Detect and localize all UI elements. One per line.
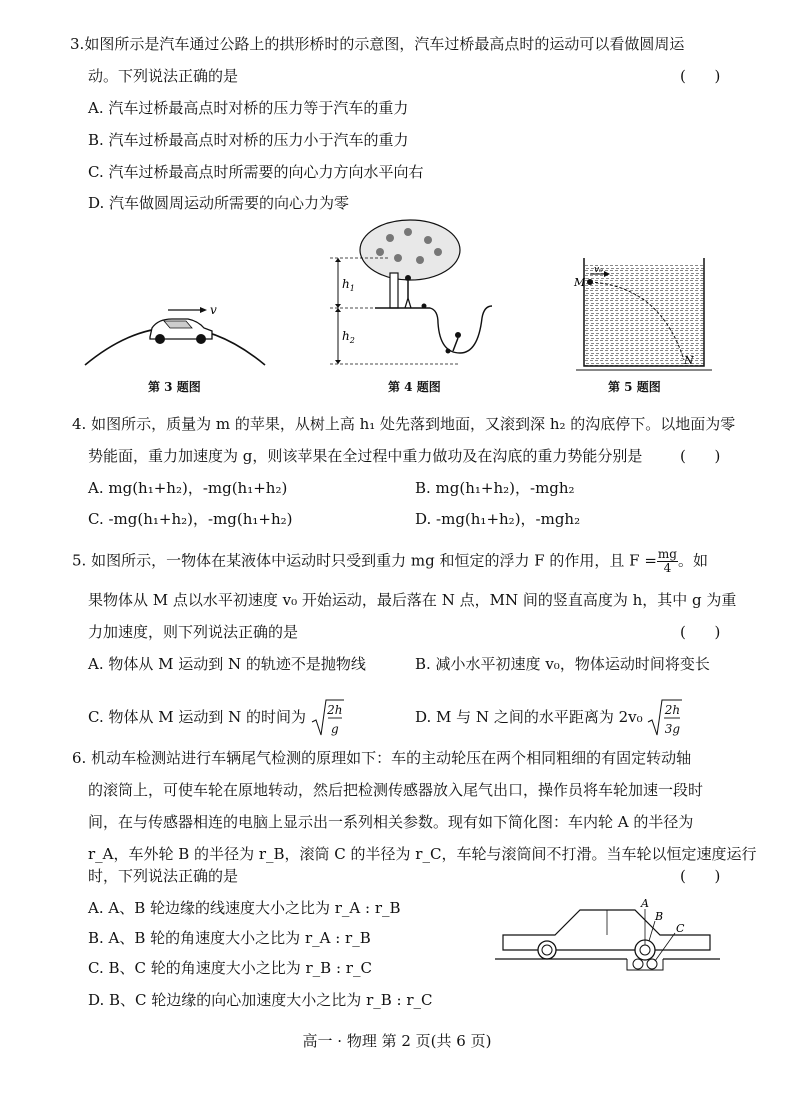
q3-text-1: 如图所示是汽车通过公路上的拱形桥时的示意图，汽车过桥最高点时的运动可以看做圆周运 — [84, 35, 685, 53]
roller-c-left — [633, 959, 643, 969]
liquid-body — [584, 264, 704, 366]
q5-answer-paren: ( ) — [680, 623, 721, 641]
person-in-ditch-icon — [453, 332, 461, 351]
car-icon — [150, 319, 212, 344]
q5-line2: 果物体从 M 点以水平初速度 v₀ 开始运动，最后落在 N 点，MN 间的竖直高度为 h，其中 g 为重 — [88, 591, 737, 609]
q3-line1 — [70, 34, 684, 54]
q4-line1: 4. 如图所示，质量为 m 的苹果，从树上高 h₁ 处先落到地面，又滚到深 h₂ 的沟底停下。以地面为零 — [72, 415, 736, 433]
q3-option-a: A. 汽车过桥最高点时对桥的压力等于汽车的重力 — [88, 99, 409, 117]
q4-option-d: D. -mg(h₁+h₂)，-mgh₂ — [415, 510, 581, 528]
sqrt-2h-over-3g: 2h 3g — [647, 698, 683, 738]
person-icon — [405, 275, 411, 308]
q3-option-d: D. 汽车做圆周运动所需要的向心力为零 — [88, 194, 350, 212]
figure-3-bridge — [80, 295, 270, 370]
q3-number: 3. — [70, 35, 85, 53]
figure-5-caption: 第 5 题图 — [608, 380, 661, 394]
q4-option-b: B. mg(h₁+h₂)，-mgh₂ — [415, 479, 575, 497]
q4-answer-paren: ( ) — [680, 447, 721, 465]
q6-answer-paren: ( ) — [680, 867, 721, 885]
velocity-label: v — [210, 303, 217, 317]
figure-3-caption: 第 3 题图 — [148, 380, 201, 394]
q5-option-c: C. 物体从 M 运动到 N 的时间为 2h g — [88, 698, 345, 738]
sqrt-2h-over-g: 2h g — [311, 698, 345, 738]
label-b: B — [655, 910, 664, 923]
figure-5-liquid-tank — [570, 250, 720, 375]
q6-line4: r_A，车外轮 B 的半径为 r_B，滚筒 C 的半径为 r_C，车轮与滚筒间不打滑。当车轮以恒定速度运行 — [88, 845, 757, 863]
apple-on-ground — [422, 304, 427, 309]
h1-label: $h_1$ — [342, 277, 355, 293]
tree-icon — [360, 220, 460, 308]
q4-option-a: A. mg(h₁+h₂)，-mg(h₁+h₂) — [88, 479, 288, 497]
q5-option-a: A. 物体从 M 运动到 N 的轨迹不是抛物线 — [88, 655, 366, 673]
label-a: A — [641, 897, 649, 910]
q5-option-d: D. M 与 N 之间的水平距离为 2v₀ 2h 3g — [415, 698, 683, 738]
q4-line2: 势能面，重力加速度为 g，则该苹果在全过程中重力做功及在沟底的重力势能分别是 — [88, 447, 643, 465]
wheel-a — [640, 945, 650, 955]
label-m: M — [574, 276, 586, 289]
h2-label: $h_2$ — [342, 329, 355, 345]
label-c: C — [676, 922, 685, 935]
q6-option-b: B. A、B 轮的角速度大小之比为 r_A : r_B — [88, 929, 371, 947]
q3-answer-paren: ( ) — [680, 67, 721, 85]
label-n: N — [684, 354, 694, 367]
q3-line2: 动。下列说法正确的是 — [88, 67, 239, 85]
q3-option-b: B. 汽车过桥最高点时对桥的压力小于汽车的重力 — [88, 131, 409, 149]
q6-line2: 的滚筒上，可使车轮在原地转动，然后把检测传感器放入尾气出口，操作员将车轮加速一段时 — [88, 781, 704, 799]
q6-line1: 6. 机动车检测站进行车辆尾气检测的原理如下：车的主动轮压在两个相同粗细的有固定转动轴 — [72, 749, 692, 767]
label-v0: v₀ — [594, 265, 603, 275]
page-footer: 高一 · 物理 第 2 页(共 6 页) — [302, 1032, 492, 1050]
q6-line3: 间，在与传感器相连的电脑上显示出一系列相关参数。现有如下简化图：车内轮 A 的半径为 — [88, 813, 694, 831]
q6-line5: 时，下列说法正确的是 — [88, 867, 239, 885]
q5-text-1a: 5. 如图所示，一物体在某液体中运动时只受到重力 mg 和恒定的浮力 F 的作用，且 F = — [72, 551, 657, 570]
q6-option-c: C. B、C 轮的角速度大小之比为 r_B : r_C — [88, 959, 372, 977]
fraction-mg-over-4: $\frac{mg}{4}$ — [657, 547, 677, 575]
figure-4-caption: 第 4 题图 — [388, 380, 441, 394]
q5-line3: 力加速度，则下列说法正确的是 — [88, 623, 299, 641]
q5-line1 — [72, 548, 708, 575]
q6-option-d: D. B、C 轮边缘的向心加速度大小之比为 r_B : r_C — [88, 991, 433, 1009]
q5-option-b: B. 减小水平初速度 v₀，物体运动时间将变长 — [415, 655, 710, 673]
q5-text-1b: 。如 — [677, 551, 708, 570]
figure-4-apple-tree — [320, 218, 500, 373]
q4-option-c: C. -mg(h₁+h₂)，-mg(h₁+h₂) — [88, 510, 293, 528]
q3-option-c: C. 汽车过桥最高点时所需要的向心力方向水平向右 — [88, 163, 424, 181]
apple-in-ditch — [446, 349, 451, 354]
figure-6-car-rollers — [495, 895, 725, 975]
q6-option-a: A. A、B 轮边缘的线速度大小之比为 r_A : r_B — [88, 899, 401, 917]
